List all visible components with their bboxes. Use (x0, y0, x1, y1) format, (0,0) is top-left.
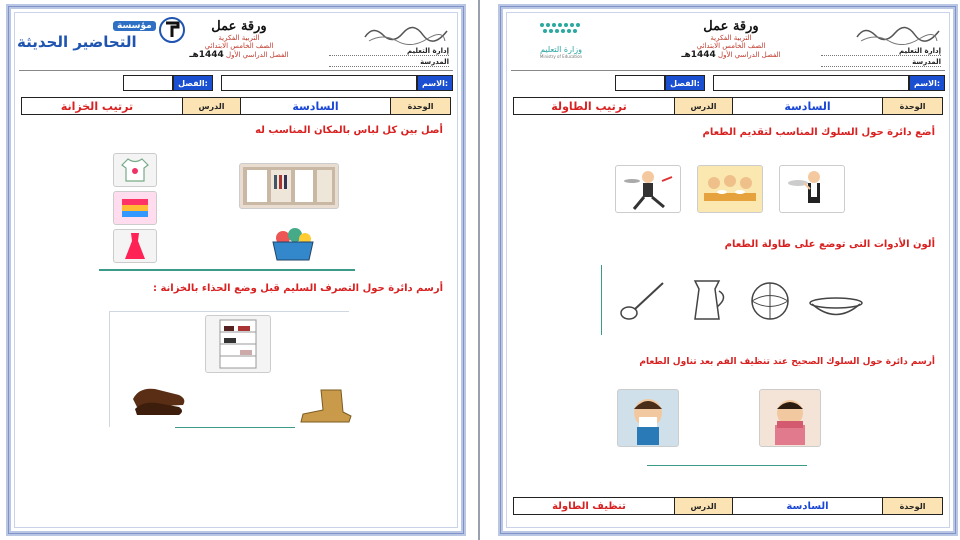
jug-image[interactable] (683, 273, 733, 327)
subject-label: التربية الفكرية (710, 34, 752, 42)
tools-left-line (601, 265, 602, 335)
brand-main-label: التحاضير الحديثة (17, 33, 137, 51)
spoon-image[interactable] (615, 275, 669, 325)
dress-image[interactable] (113, 229, 157, 263)
folded-clothes-icon (118, 195, 152, 221)
jug-icon (685, 275, 731, 325)
brand-top-label: مؤسسة (113, 21, 156, 31)
page-divider (478, 0, 480, 540)
instruction-serving: أضع دائرة حول السلوك المناسب لتقديم الطعام (702, 127, 935, 138)
unit-label: الوحدة (882, 98, 942, 114)
bowl-icon (808, 295, 864, 321)
girl-wiping-sleeve-icon (761, 391, 819, 445)
girl-wiping-sleeve-image[interactable] (759, 389, 821, 447)
ball-icon (749, 280, 791, 322)
name-row (511, 75, 945, 91)
grade-label: الصف الخامس الابتدائي (204, 42, 274, 50)
box-top-line (109, 311, 349, 312)
calm-waiter-icon (782, 167, 842, 211)
name-field[interactable] (221, 75, 417, 91)
term-year: 1444هـ (681, 50, 716, 60)
spoon-icon (617, 277, 667, 323)
edu-admin-label: إدارة التعليم (821, 47, 941, 56)
folded-clothes-image[interactable] (113, 191, 157, 225)
lesson-label: الدرس (674, 98, 732, 114)
footer-unit-label: الوحدة (882, 498, 942, 514)
header-right (511, 17, 945, 71)
instruction-match-clothes: أصل بين كل لباس بالمكان المناسب له (255, 125, 443, 136)
unit-row (513, 97, 943, 115)
worksheet-title: ورقة عمل (211, 19, 267, 34)
worksheet-right (498, 4, 958, 536)
lesson-value: ترتيب الطاولة (551, 99, 627, 113)
box-left-line (109, 311, 110, 427)
ministry-logo-icon (536, 21, 586, 39)
tshirt-icon (120, 157, 150, 183)
footer-unit-value: السادسة (732, 498, 882, 514)
ministry-logo (521, 21, 601, 59)
header-center (651, 19, 811, 60)
school-label: المدرسة (329, 58, 449, 67)
family-table-icon (700, 167, 760, 211)
instruction-table-tools: ألون الأدوات التى توضع على طاولة الطعام (724, 239, 935, 250)
school-label: المدرسة (821, 58, 941, 67)
footer-lesson-value: تنظيف الطاولة (552, 500, 626, 512)
class-label: الفصل: (665, 75, 705, 91)
unit-value: السادسة (240, 98, 390, 114)
dress-icon (123, 231, 147, 261)
laundry-basket-icon (267, 226, 319, 264)
calm-waiter-image[interactable] (779, 165, 845, 213)
shoe-rack-image[interactable] (205, 315, 271, 373)
worksheet-left-inner (14, 12, 458, 528)
family-table-image[interactable] (697, 165, 763, 213)
edu-admin-label: إدارة التعليم (329, 47, 449, 56)
footer-lesson-label: الدرس (674, 498, 732, 514)
wardrobe-icon (241, 165, 337, 207)
header-fields (821, 47, 941, 69)
boy-wiping-mouth-icon (619, 391, 677, 445)
bottom-divider (647, 465, 807, 466)
lesson-value: ترتيب الخزانة (60, 99, 134, 113)
brand-logo-icon (155, 15, 189, 45)
term-prefix: الفصل الدراسي الأول (718, 51, 781, 59)
ball-image[interactable] (747, 279, 793, 323)
ministry-name-ar: وزارة التعليم (540, 45, 582, 54)
brown-shoes-image[interactable] (127, 375, 191, 419)
term-prefix: الفصل الدراسي الأول (226, 51, 289, 59)
worksheet-right-inner (506, 12, 950, 528)
header-fields (329, 47, 449, 69)
ministry-name-en: Ministry of Education (539, 54, 583, 59)
subject-label: التربية الفكرية (218, 34, 260, 42)
ministry-crest-calligraphy (363, 23, 449, 45)
laundry-basket-image[interactable] (265, 225, 321, 265)
footer-unit-row (513, 497, 943, 515)
worksheet-left (6, 4, 466, 536)
name-label: الاسم: (909, 75, 945, 91)
ministry-crest-calligraphy (855, 23, 941, 45)
boot-image[interactable] (295, 385, 355, 425)
class-label: الفصل: (173, 75, 213, 91)
bowl-image[interactable] (807, 293, 865, 323)
boot-icon (297, 386, 353, 424)
name-label: الاسم: (417, 75, 453, 91)
section-divider (99, 269, 355, 271)
unit-label: الوحدة (390, 98, 450, 114)
term-label (651, 50, 811, 60)
shoe-rack-icon (216, 318, 260, 370)
unit-row (21, 97, 451, 115)
class-field[interactable] (123, 75, 173, 91)
brown-shoes-icon (129, 377, 189, 417)
bottom-divider (175, 427, 295, 428)
running-waiter-icon (618, 167, 678, 211)
tshirt-image[interactable] (113, 153, 157, 187)
lesson-label: الدرس (182, 98, 240, 114)
instruction-mouth-cleaning: أرسم دائرة حول السلوك الصحيح عند تنظيف الفم بعد تناول الطعام (639, 357, 935, 367)
running-waiter-image[interactable] (615, 165, 681, 213)
brand-watermark (15, 13, 195, 57)
boy-wiping-mouth-image[interactable] (617, 389, 679, 447)
instruction-shoes: أرسم دائرة حول التصرف السليم قبل وضع الحذاء بالخزانة : (152, 283, 443, 294)
grade-label: الصف الخامس الابتدائي (696, 42, 766, 50)
name-row (19, 75, 453, 91)
wardrobe-image[interactable] (239, 163, 339, 209)
worksheet-title: ورقة عمل (703, 19, 759, 34)
class-field[interactable] (615, 75, 665, 91)
term-year: 1444هـ (189, 50, 224, 60)
name-field[interactable] (713, 75, 909, 91)
unit-value: السادسة (732, 98, 882, 114)
